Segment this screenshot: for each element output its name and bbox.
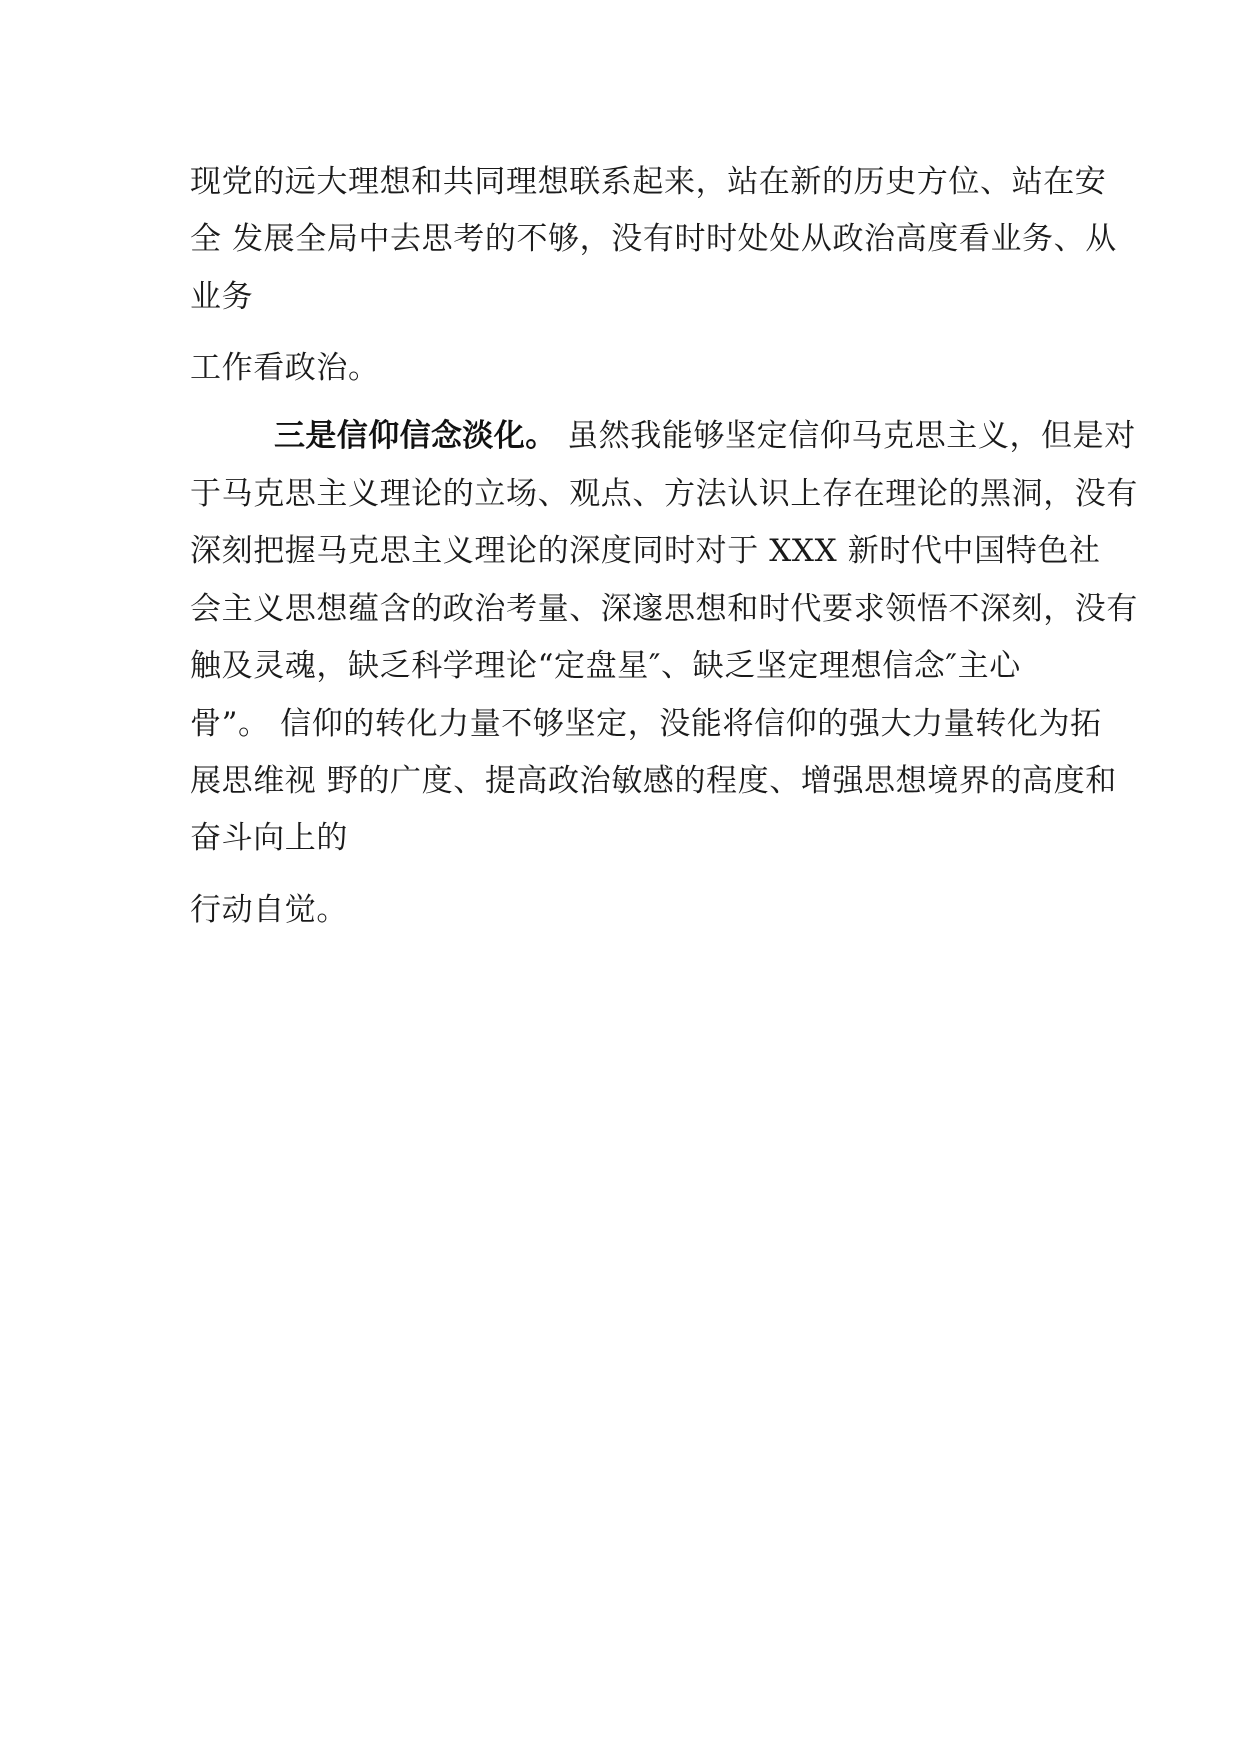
paragraph-2-line-8: 奋斗向上的	[190, 820, 348, 856]
paragraph-2-line-1	[274, 416, 1136, 456]
paragraph-1-line-4: 工作看政治。	[190, 350, 380, 386]
section-heading: 三是信仰信念淡化。	[274, 418, 557, 454]
paragraph-2-line-2: 于马克思主义理论的立场、观点、方法认识上存在理论的黑洞，没有	[190, 476, 1138, 512]
paragraph-2-line-7: 展思维视 野的广度、提高政治敏感的程度、增强思想境界的高度和	[190, 763, 1117, 799]
paragraph-2-line-1-text: 虽然我能够坚定信仰马克思主义，但是对	[556, 418, 1136, 454]
paragraph-2-line-9: 行动自觉。	[190, 892, 348, 928]
paragraph-2-line-4: 会主义思想蕴含的政治考量、深邃思想和时代要求领悟不深刻，没有	[190, 591, 1138, 627]
paragraph-2-line-6: 骨”。 信仰的转化力量不够坚定，没能将信仰的强大力量转化为拓	[190, 706, 1102, 742]
paragraph-1-line-1: 现党的远大理想和共同理想联系起来，站在新的历史方位、站在安	[190, 164, 1107, 200]
paragraph-1-line-2: 全 发展全局中去思考的不够，没有时时处处从政治高度看业务、从	[190, 221, 1117, 257]
paragraph-2-line-5: 触及灵魂，缺乏科学理论“定盘星″、缺乏坚定理想信念″主心	[190, 648, 1021, 684]
paragraph-2-line-3: 深刻把握马克思主义理论的深度同时对于 XXX 新时代中国特色社	[190, 533, 1101, 569]
paragraph-1-line-3: 业务	[190, 279, 254, 315]
